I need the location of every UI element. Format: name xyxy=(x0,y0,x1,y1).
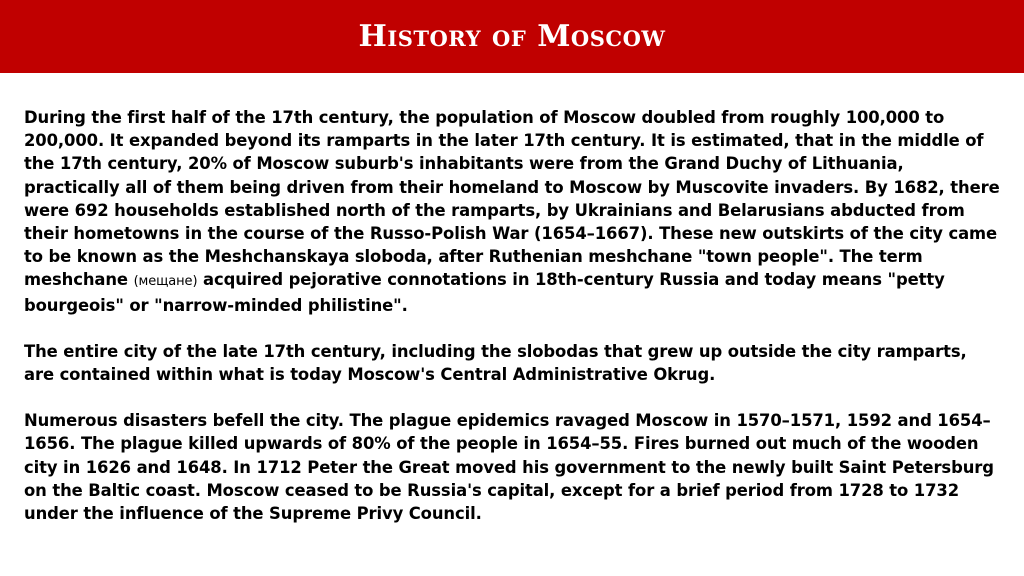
paragraph-1 xyxy=(24,106,1000,317)
slide-title: History of Moscow xyxy=(358,18,666,54)
slide-body xyxy=(24,106,1000,525)
paragraph-3: Numerous disasters befell the city. The plague epidemics ravaged Moscow in 1570–1571, 1592 and 1654–1656. The plague killed upwards of 80% of the people in 1654–55. Fires burned out much of the wooden city in 1626 and 1648. In 1712 Peter the Great moved his government to the newly built Saint Petersburg on the Baltic coast. Moscow ceased to be Russia's capital, except for a brief period from 1728 to 1732 under the influence of the Supreme Privy Council. xyxy=(24,411,994,524)
paragraph-1-text-end: acquired pejorative connotations in 18th-century Russia and today means "petty bourgeois" or "narrow-minded philistine". xyxy=(24,270,945,315)
cyrillic-term: (мещане) xyxy=(133,274,198,290)
paragraph-1-text-start: During the first half of the 17th century, the population of Moscow doubled from roughly 100,000 to 200,000. It expanded beyond its ramparts in the later 17th century. It is estimated, that in the middle of the 17th century, 20% of Moscow suburb's inhabitants were from the Grand Duchy of Lithuania, practically all of them being driven from their homeland to Moscow by Muscovite invaders. By 1682, there were 692 households established north of the ramparts, by Ukrainians and Belarusians abducted from their hometowns in the course of the Russo-Polish War (1654–1667). These new outskirts of the city came to be known as the Meshchanskaya sloboda, after Ruthenian meshchane "town people". The term meshchane xyxy=(24,108,1000,290)
title-bar xyxy=(0,0,1024,73)
paragraph-2: The entire city of the late 17th century, including the slobodas that grew up outside the city ramparts, are contained within what is today Moscow's Central Administrative Okrug. xyxy=(24,341,967,385)
